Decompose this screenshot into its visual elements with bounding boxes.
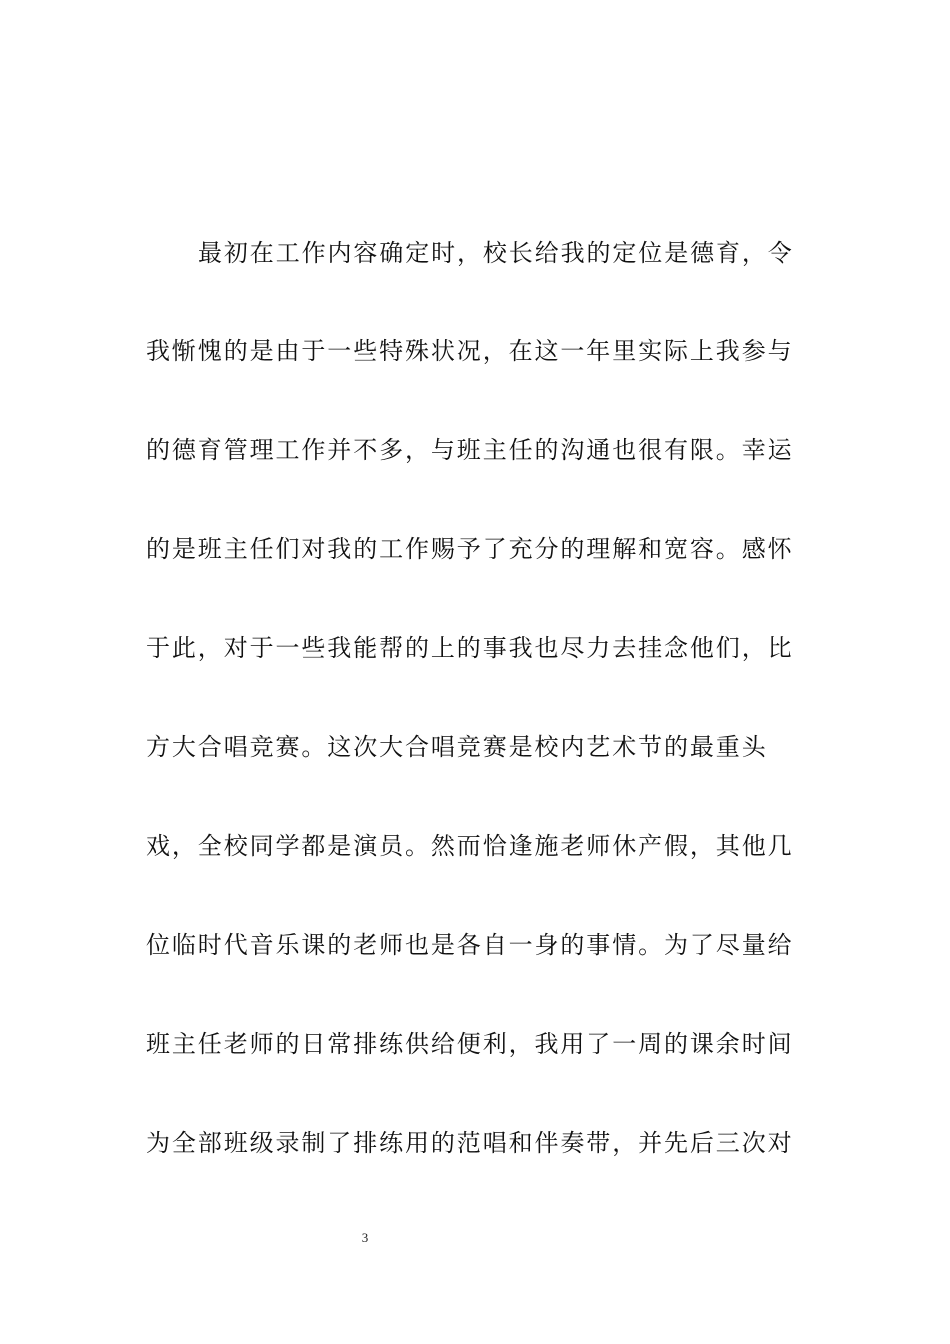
text-line: 戏，全校同学都是演员。然而恰逢施老师休产假，其他几 bbox=[146, 832, 794, 860]
text-line: 我惭愧的是由于一些特殊状况，在这一年里实际上我参与 bbox=[146, 337, 794, 365]
text-line: 班主任老师的日常排练供给便利，我用了一周的课余时间 bbox=[146, 1030, 794, 1058]
text-line: 的是班主任们对我的工作赐予了充分的理解和宽容。感怀 bbox=[146, 535, 794, 563]
text-line: 于此，对于一些我能帮的上的事我也尽力去挂念他们，比 bbox=[146, 634, 794, 662]
text-line: 最初在工作内容确定时，校长给我的定位是德育，令 bbox=[198, 239, 794, 267]
text-line: 为全部班级录制了排练用的范唱和伴奏带，并先后三次对 bbox=[146, 1129, 794, 1157]
text-line: 方大合唱竞赛。这次大合唱竞赛是校内艺术节的最重头 bbox=[146, 733, 768, 761]
text-line: 的德育管理工作并不多，与班主任的沟通也很有限。幸运 bbox=[146, 436, 794, 464]
page-number: 3 bbox=[361, 1230, 369, 1245]
text-line: 位临时代音乐课的老师也是各自一身的事情。为了尽量给 bbox=[146, 931, 794, 959]
